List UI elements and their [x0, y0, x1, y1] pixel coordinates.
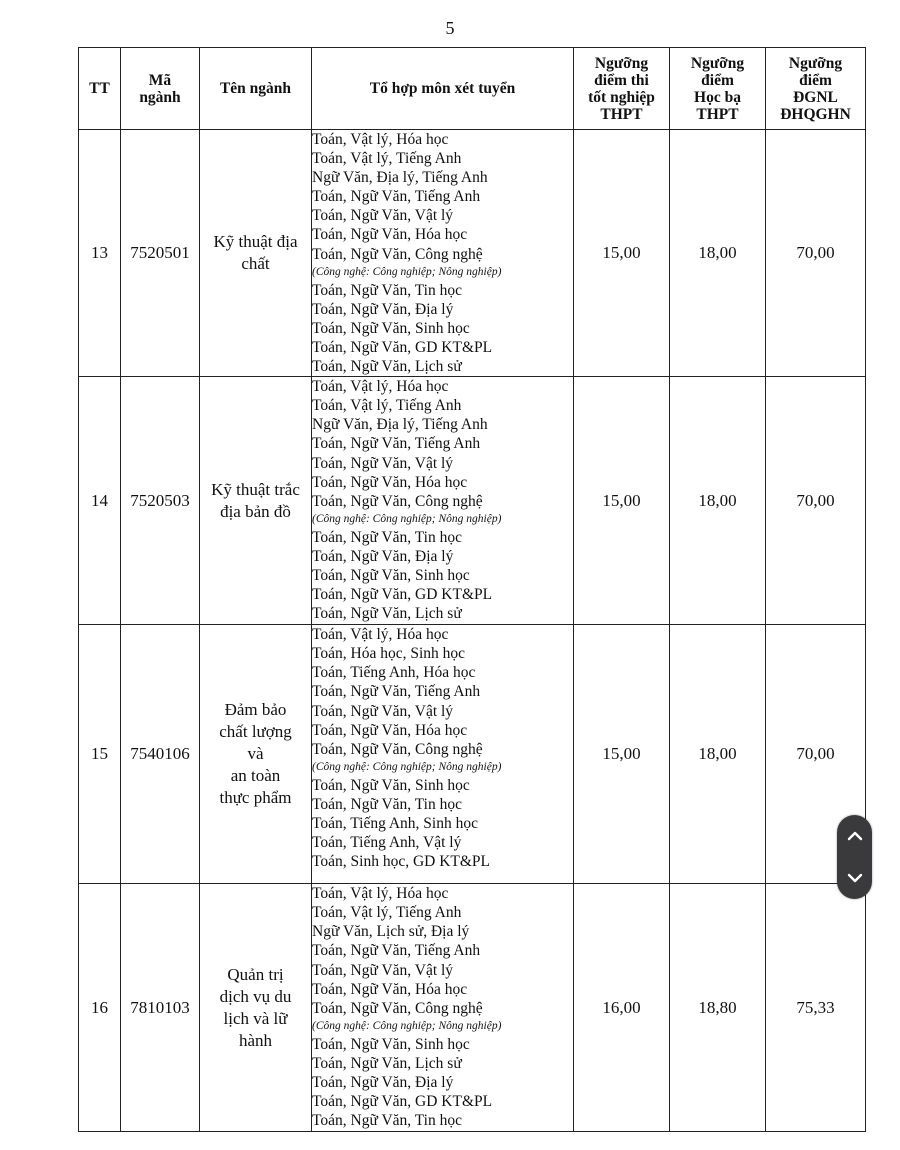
header-text-line: Ngưỡng — [690, 54, 745, 72]
header-subject-combinations: Tổ hợp môn xét tuyển — [312, 48, 574, 130]
combination-item: Toán, Ngữ Văn, Hóa học — [312, 721, 468, 739]
combination-note: (Công nghệ: Công nghiệp; Nông nghiệp) — [312, 512, 502, 525]
header-text-line: điểm thi — [594, 71, 649, 89]
combination-item: Toán, Tiếng Anh, Sinh học — [312, 814, 478, 832]
combination-note: (Công nghệ: Công nghiệp; Nông nghiệp) — [312, 760, 502, 773]
header-text-line: điểm — [701, 71, 734, 89]
combination-item: Toán, Ngữ Văn, Tiếng Anh — [312, 683, 481, 701]
row-subject-combinations — [312, 377, 574, 625]
combination-item: Toán, Tiếng Anh, Vật lý — [312, 834, 462, 852]
combination-item: Toán, Ngữ Văn, Tiếng Anh — [312, 942, 481, 960]
combination-item: Ngữ Văn, Địa lý, Tiếng Anh — [312, 416, 488, 434]
header-dgnl-threshold — [766, 48, 866, 130]
combination-item: Toán, Ngữ Văn, Sinh học — [312, 566, 470, 584]
row-major-code: 7520501 — [121, 130, 200, 377]
major-name-line: Quản trị — [227, 964, 284, 984]
major-name-line: địa bản đồ — [220, 501, 291, 521]
header-transcript-threshold — [670, 48, 766, 130]
row-tt: 13 — [79, 130, 121, 377]
combination-item: Toán, Ngữ Văn, Tiếng Anh — [312, 435, 481, 453]
combination-item: Toán, Sinh học, GD KT&PL — [312, 853, 491, 871]
combination-item: Toán, Ngữ Văn, Tin học — [312, 528, 462, 546]
combination-item: Toán, Ngữ Văn, Lịch sử — [312, 1054, 462, 1072]
major-name-line: Kỹ thuật trắc — [211, 479, 300, 499]
header-major-code — [121, 48, 200, 130]
major-name-line: dịch vụ du — [219, 986, 292, 1006]
header-text-line: ĐHQGHN — [780, 105, 851, 123]
major-name-line: chất — [241, 254, 270, 274]
table-header-row — [79, 48, 866, 130]
table-row — [79, 130, 866, 377]
combination-item: Toán, Ngữ Văn, Vật lý — [312, 207, 454, 225]
table-row — [79, 884, 866, 1132]
row-tt: 15 — [79, 625, 121, 884]
major-name-line: lịch và lữ — [223, 1008, 288, 1028]
combination-item: Toán, Vật lý, Hóa học — [312, 131, 449, 148]
combination-item: Toán, Ngữ Văn, Tin học — [312, 1112, 462, 1130]
row-thpt-threshold: 15,00 — [574, 377, 670, 625]
row-major-code: 7520503 — [121, 377, 200, 625]
combination-item: Toán, Vật lý, Hóa học — [312, 626, 449, 644]
row-major-name — [200, 377, 312, 625]
combination-item: Toán, Ngữ Văn, GD KT&PL — [312, 338, 493, 356]
table-row — [79, 625, 866, 884]
header-text-line: ĐGNL — [793, 88, 838, 106]
header-tt: TT — [79, 48, 121, 130]
combination-item: Toán, Ngữ Văn, Vật lý — [312, 961, 454, 979]
row-major-name — [200, 884, 312, 1132]
combination-item: Toán, Ngữ Văn, Sinh học — [312, 1035, 470, 1053]
combination-item: Toán, Ngữ Văn, Tin học — [312, 281, 462, 299]
row-subject-combinations — [312, 625, 574, 884]
combination-item: Toán, Ngữ Văn, Địa lý — [312, 547, 454, 565]
row-major-name — [200, 130, 312, 377]
combination-note: (Công nghệ: Công nghiệp; Nông nghiệp) — [312, 1019, 502, 1032]
row-thpt-threshold: 16,00 — [574, 884, 670, 1132]
combination-item: Ngữ Văn, Địa lý, Tiếng Anh — [312, 169, 488, 187]
combination-item: Toán, Ngữ Văn, Vật lý — [312, 702, 454, 720]
row-dgnl-threshold: 70,00 — [766, 625, 866, 884]
row-tt: 14 — [79, 377, 121, 625]
major-name-line: an toàn — [230, 766, 281, 786]
row-thpt-threshold: 15,00 — [574, 625, 670, 884]
row-transcript-threshold: 18,80 — [670, 884, 766, 1132]
combination-item: Toán, Ngữ Văn, Hóa học — [312, 473, 468, 491]
header-text-line: Mã — [148, 71, 172, 89]
header-text-line: THPT — [696, 105, 739, 123]
combination-item: Toán, Ngữ Văn, Hóa học — [312, 226, 468, 244]
header-text-line: ngành — [139, 88, 181, 106]
header-text-line: điểm — [799, 71, 832, 89]
combination-item: Toán, Ngữ Văn, GD KT&PL — [312, 1093, 493, 1111]
combination-item: Toán, Ngữ Văn, GD KT&PL — [312, 586, 493, 604]
row-dgnl-threshold: 70,00 — [766, 377, 866, 625]
header-text-line: tốt nghiệp — [588, 88, 655, 106]
header-major-name: Tên ngành — [200, 48, 312, 130]
combination-item: Toán, Tiếng Anh, Hóa học — [312, 664, 476, 682]
combination-item: Toán, Vật lý, Hóa học — [312, 885, 449, 903]
combination-item: Toán, Ngữ Văn, Hóa học — [312, 980, 468, 998]
row-transcript-threshold: 18,00 — [670, 377, 766, 625]
combination-item: Toán, Ngữ Văn, Tin học — [312, 795, 462, 813]
major-name-line: chất lượng — [219, 722, 292, 742]
combination-item: Toán, Ngữ Văn, Lịch sử — [312, 358, 462, 376]
chevron-down-icon — [847, 872, 863, 884]
admission-threshold-table — [78, 47, 866, 1132]
row-major-code: 7810103 — [121, 884, 200, 1132]
combination-item: Toán, Ngữ Văn, Công nghệ — [312, 245, 483, 263]
row-transcript-threshold: 18,00 — [670, 625, 766, 884]
table-row — [79, 377, 866, 625]
chevron-up-icon — [847, 830, 863, 842]
combination-item: Toán, Ngữ Văn, Sinh học — [312, 776, 470, 794]
row-transcript-threshold: 18,00 — [670, 130, 766, 377]
combination-item: Toán, Ngữ Văn, Công nghệ — [312, 740, 483, 758]
combination-item: Toán, Vật lý, Hóa học — [312, 378, 449, 396]
header-text-line: Ngưỡng — [788, 54, 843, 72]
combination-item: Toán, Vật lý, Tiếng Anh — [312, 904, 462, 922]
row-subject-combinations — [312, 884, 574, 1132]
combination-item: Toán, Ngữ Văn, Công nghệ — [312, 999, 483, 1017]
combination-item: Toán, Ngữ Văn, Địa lý — [312, 300, 454, 318]
combination-item: Toán, Ngữ Văn, Vật lý — [312, 454, 454, 472]
header-text-line: THPT — [600, 105, 643, 123]
combination-item: Toán, Vật lý, Tiếng Anh — [312, 150, 462, 168]
combination-item: Toán, Ngữ Văn, Công nghệ — [312, 492, 483, 510]
row-thpt-threshold: 15,00 — [574, 130, 670, 377]
major-name-line: Kỹ thuật địa — [213, 232, 298, 252]
row-major-code: 7540106 — [121, 625, 200, 884]
scroll-up-button[interactable] — [840, 819, 870, 853]
header-thpt-threshold — [574, 48, 670, 130]
combination-item: Toán, Ngữ Văn, Sinh học — [312, 319, 470, 337]
row-tt: 16 — [79, 884, 121, 1132]
combination-item: Toán, Ngữ Văn, Tiếng Anh — [312, 188, 481, 206]
scroll-down-button[interactable] — [840, 861, 870, 895]
major-name-line: và — [247, 744, 264, 764]
header-text-line: Học bạ — [694, 88, 741, 106]
header-text-line: Ngưỡng — [594, 54, 649, 72]
row-dgnl-threshold: 70,00 — [766, 130, 866, 377]
row-major-name — [200, 625, 312, 884]
combination-item: Toán, Vật lý, Tiếng Anh — [312, 397, 462, 415]
row-subject-combinations — [312, 130, 574, 377]
major-name-line: Đảm bảo — [224, 700, 287, 720]
combination-item: Toán, Hóa học, Sinh học — [312, 645, 466, 663]
major-name-line: thực phẩm — [219, 788, 292, 808]
page-number: 5 — [445, 18, 455, 38]
major-name-line: hành — [238, 1030, 273, 1050]
combination-note: (Công nghệ: Công nghiệp; Nông nghiệp) — [312, 265, 502, 278]
combination-item: Toán, Ngữ Văn, Lịch sử — [312, 605, 462, 623]
combination-item: Ngữ Văn, Lịch sử, Địa lý — [312, 923, 470, 941]
combination-item: Toán, Ngữ Văn, Địa lý — [312, 1073, 454, 1091]
scroll-navigation-widget — [837, 815, 872, 899]
row-dgnl-threshold: 75,33 — [766, 884, 866, 1132]
